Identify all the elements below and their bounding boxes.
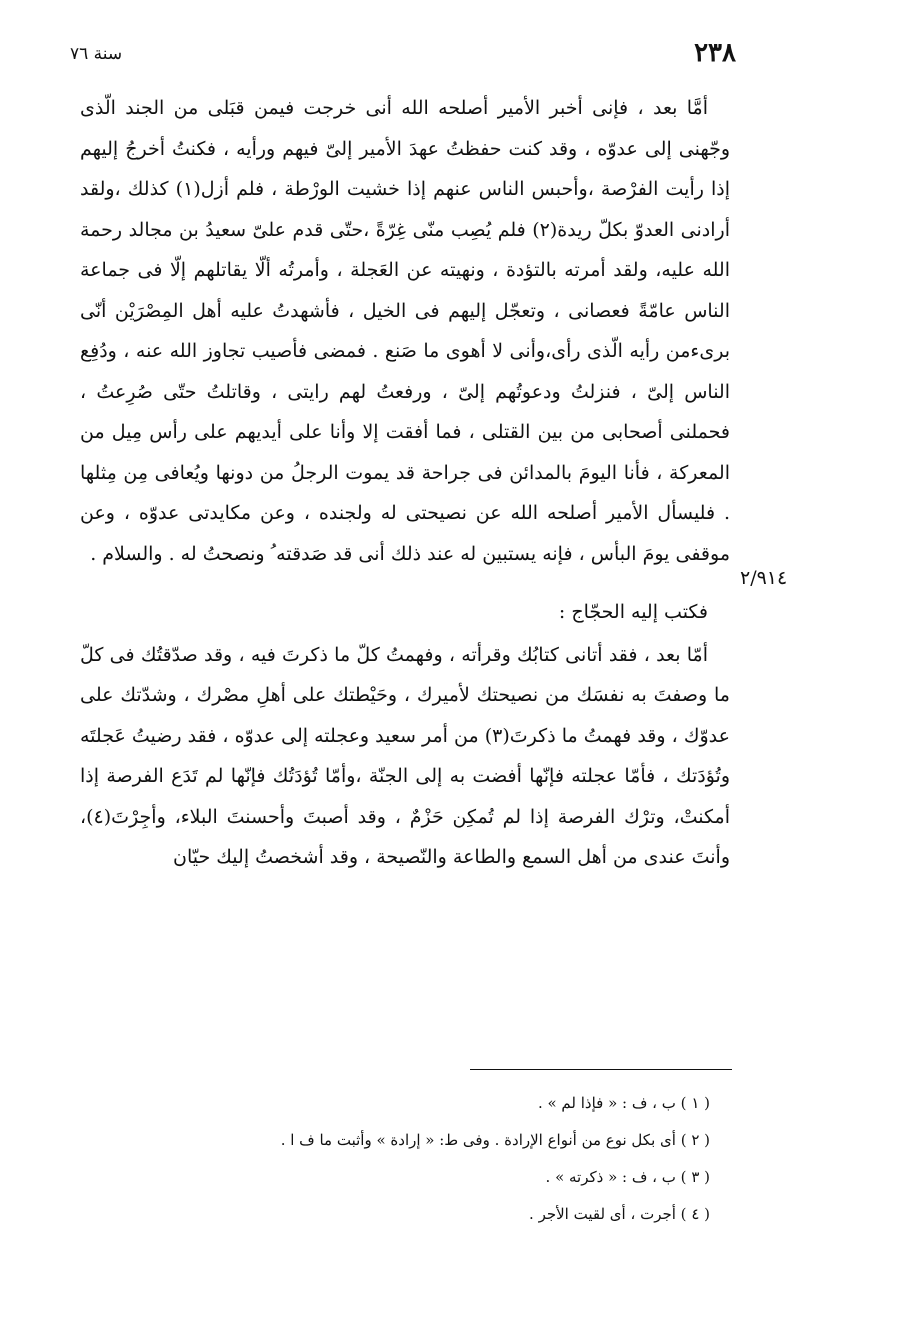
footnote-4: ( ٤ ) أجرت ، أى لقيت الأجر . [529, 1205, 710, 1223]
footnote-3: ( ٣ ) ب ، ف : « ذكرته » . [545, 1168, 710, 1186]
footnote-1: ( ١ ) ب ، ف : « فإذا لم » . [537, 1094, 710, 1112]
reply-heading: فكتب إليه الحجّاج : [558, 601, 708, 623]
year-label: سنة ٧٦ [70, 44, 123, 64]
footnote-separator [470, 1069, 732, 1070]
page-number: ٢٣٨ [694, 38, 736, 68]
running-header [70, 38, 736, 78]
reply-paragraph: أمّا بعد ، فقد أتانى كتابُك وقرأته ، وفهمتُ كلّ ما ذكرتَ فيه ، وقد صدّقتُك فى كلّ ما وصفتَ به نفسَك من نصيحتك لأميرك ، وحَيْطتك على أهلِ مصْرك ، وشدّتك على عدوّك ، وقد فهمتُ ما ذكرتَ(٣) من أمر سعيد وعجلته إلى عدوّه ، فقد رضيتُ عَجلتَه وتُؤدَتك ، فأمّا عجلته فإنّها أفضت به إلى الجنّة ،وأمّا تُؤدَتُك فإنّها لم تَدَع الفرصة إذا أمكنتْ، وترْك الفرصة إذا لم تُمكِن حَزْمٌ ، وقد أصبتَ وأحسنتَ البلاء، وأجِرْتَ(٤)، وأنتَ عندى من أهل السمع والطاعة والنّصيحة ، وقد أشخصتُ إليك حيّان [80, 643, 730, 868]
margin-reference: ٢/٩١٤ [740, 567, 788, 589]
footnotes [150, 1085, 710, 1233]
letter-paragraph: أمَّا بعد ، فإنى أخبر الأمير أصلحه الله أنى خرجت فيمن قبَلى من الجند الّذى وجّهنى إلى عدوّه ، وقد كنت حفظتُ عهدَ الأمير إلىّ فيهم ورأيه ، فكنتُ أخرجُ إليهم إذا رأيت الفرْصة ،وأحبس الناس عنهم إذا خشيت الورْطة ، فلم أزل(١) كذلك ،ولقد أرادنى العدوّ بكلّ ريدة(٢) فلم يُصِب منّى غِرّةً ،حتّى قدم علىّ سعيدُ بن مجالد رحمة الله عليه، ولقد أمرته بالتؤدة ، ونهيته عن العَجلة ، وأمرتُه ألّا يقاتلهم إلّا فى جماعة الناس عامّةً فعصانى ، وتعجّل إليهم فى الخيل ، فأشهدتُ عليه أهل المِصْرَيْن أنّى برىءمن رأيه الّذى رأى،وأنى لا أهوى ما صَنع . فمضى فأصيب تجاوز الله عنه ، ودُفِع الناس إلىّ ، فنزلتُ ودعوتُهم إلىّ ، ورفعتُ لهم رايتى ، وقاتلتُ حتّى صُرِعتُ ، فحملنى أصحابى من بين القتلى ، فما أفقت إلا وأنا على أيديهم على رأس مِيل من المعركة ، فأنا اليومَ بالمدائن فى جراحة قد يموت الرجلُ من دونها ويُعافى مِن مِثلها . فليسأل الأمير أصلحه الله عن نصيحتى له ولجنده ، وعن مكايدتى عدوّه ، وعن موقفى يومَ البأس ، فإنه يستبين له عند ذلك أنى قد صَدقته ُ ونصحتُ له . والسلام . [80, 97, 730, 565]
main-text [80, 88, 730, 878]
footnote-2: ( ٢ ) أى بكل نوع من أنواع الإرادة . وفى ط: « إرادة » وأثبت ما ف ا . [280, 1131, 710, 1149]
